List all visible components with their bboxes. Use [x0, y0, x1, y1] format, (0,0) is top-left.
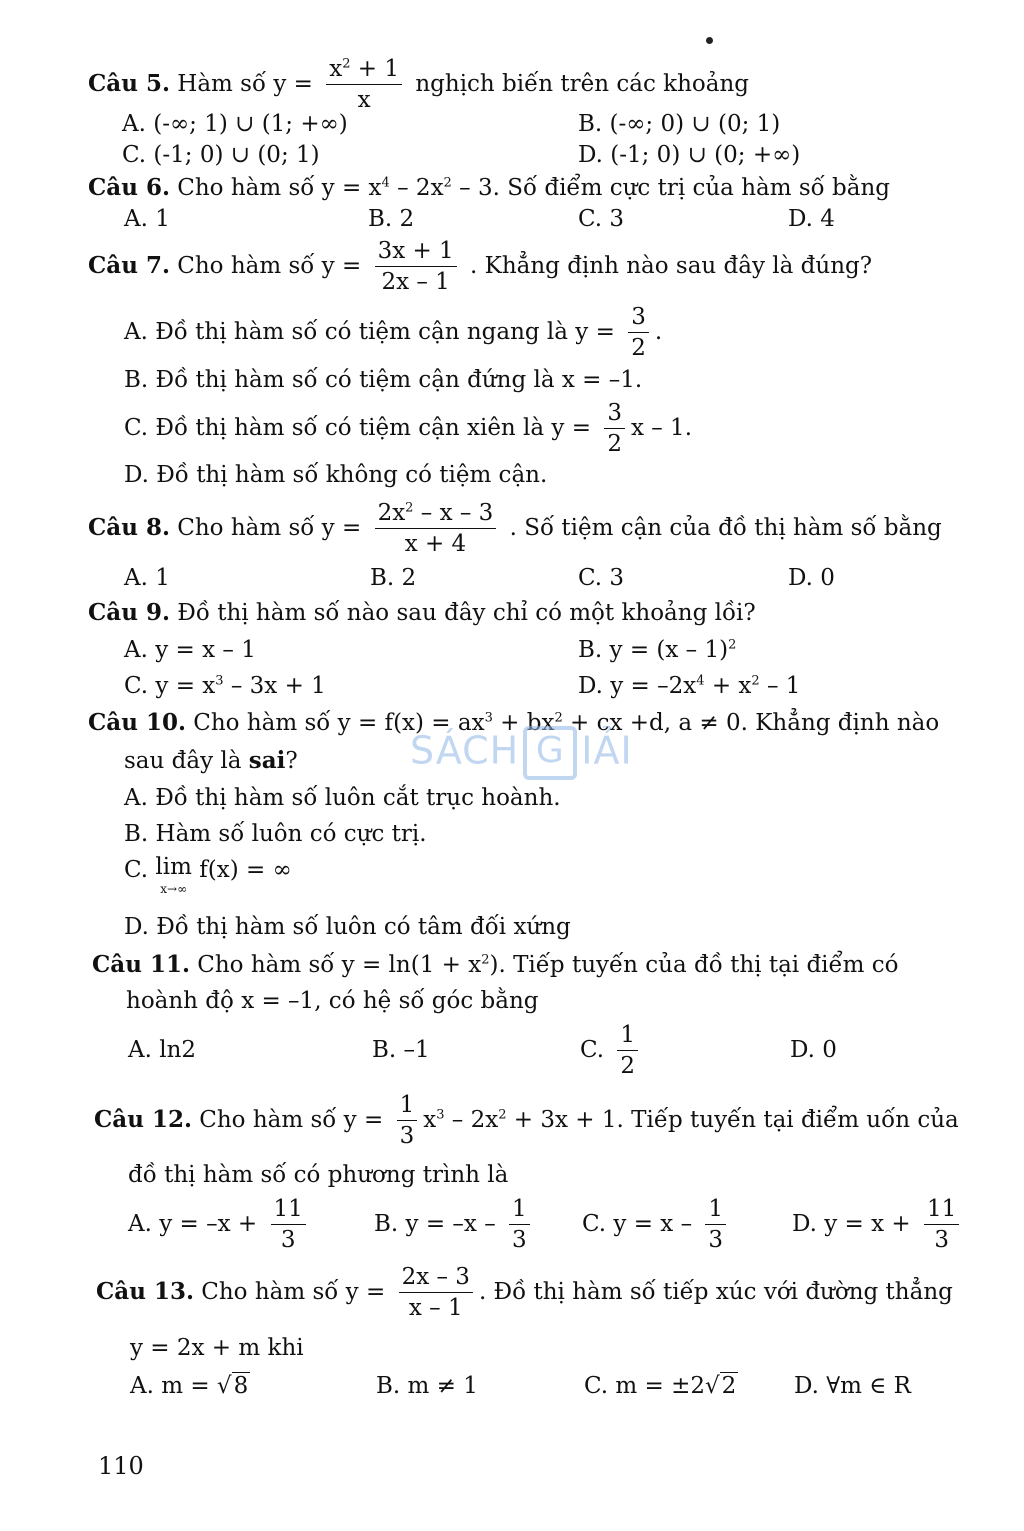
- q5-option-b: B. (-∞; 0) ∪ (0; 1): [578, 111, 781, 137]
- q12-a-pre: A. y = –x +: [128, 1210, 258, 1237]
- q12-d-den: 3: [934, 1227, 949, 1254]
- q7-a-pre: A. Đồ thị hàm số có tiệm cận ngang là y =: [124, 318, 615, 345]
- q7-c-den: 2: [607, 431, 622, 458]
- q9-d-mid: + x: [704, 673, 752, 699]
- q5-stem-pre: Hàm số y =: [177, 70, 313, 97]
- q8-option-b: B. 2: [370, 565, 417, 591]
- q13-a-rad: 8: [233, 1373, 249, 1399]
- q9-option-c: [124, 672, 326, 700]
- watermark-box: G: [523, 726, 577, 780]
- q11-stem-a: Cho hàm số y = ln(1 + x: [197, 952, 482, 978]
- q12-c-den: 3: [708, 1227, 724, 1254]
- q13-stem: [96, 1264, 953, 1322]
- q12-a-fraction: [271, 1196, 306, 1254]
- q13-option-d: D. ∀m ∈ R: [794, 1373, 911, 1399]
- q13-option-b: B. m ≠ 1: [376, 1373, 478, 1399]
- q6-option-b: B. 2: [368, 206, 415, 232]
- q11-c-pre: C.: [580, 1036, 605, 1063]
- q11-option-a: A. ln2: [128, 1037, 197, 1063]
- q10-sup3: 3: [484, 710, 493, 726]
- q9-option-b: [578, 636, 736, 664]
- q10-stem-line2: [124, 747, 298, 775]
- q13-c-rad: 2: [721, 1373, 737, 1399]
- q7-den: 2x – 1: [381, 269, 450, 296]
- q10-sup2: 2: [554, 710, 563, 726]
- q8-num-sup: 2: [405, 500, 414, 516]
- q10-stem-c: + cx +d, a ≠ 0. Khẳng định nào: [562, 710, 940, 736]
- q10-option-d: D. Đồ thị hàm số luôn có tâm đối xứng: [124, 914, 571, 940]
- q10-option-c: [124, 856, 292, 895]
- q7-stem-pre: Cho hàm số y =: [177, 252, 362, 279]
- q12-b-den: 3: [512, 1227, 527, 1254]
- q11-label: Câu 11.: [92, 951, 190, 978]
- q6-option-c: C. 3: [578, 206, 625, 232]
- q7-c-fraction: [604, 400, 625, 458]
- q10-stem-a: Cho hàm số y = f(x) = ax: [193, 710, 485, 736]
- q8-label: Câu 8.: [88, 513, 170, 541]
- q6-stem-post: – 3. Số điểm cực trị của hàm số bằng: [451, 175, 891, 201]
- q7-a-den: 2: [631, 335, 646, 362]
- q13-a-pre: A. m =: [130, 1373, 210, 1399]
- q10-lim: lim: [155, 854, 192, 880]
- q6-option-d: D. 4: [788, 206, 835, 232]
- q8-fraction: [375, 500, 497, 558]
- q11-c-fraction: [617, 1022, 638, 1080]
- q7-fraction: [375, 238, 457, 296]
- q8-num-b: – x – 3: [413, 500, 494, 526]
- q5-option-c: C. (-1; 0) ∪ (0; 1): [122, 142, 320, 168]
- q9-d-pre: D. y = –2x: [578, 673, 697, 699]
- q12-stem-line2: đồ thị hàm số có phương trình là: [128, 1162, 509, 1188]
- q11-option-b: B. –1: [372, 1037, 430, 1063]
- q13-c-pre: C. m = ±2: [584, 1373, 706, 1399]
- q5-num: x: [329, 56, 343, 82]
- q7-option-a: [124, 304, 662, 362]
- q13-option-c: C. m = ±2√2: [584, 1373, 737, 1399]
- q7-c-pre: C. Đồ thị hàm số có tiệm cận xiên là y =: [124, 414, 592, 441]
- q9-c-post: – 3x + 1: [223, 673, 326, 699]
- q12-c-fraction: [705, 1196, 726, 1254]
- q13-fraction: [399, 1264, 473, 1322]
- q12-b-num: 1: [509, 1196, 530, 1225]
- q12-option-c: [582, 1196, 732, 1254]
- q8-den: x + 4: [404, 531, 467, 558]
- watermark-left: SÁCH: [410, 728, 520, 773]
- q7-option-c: [124, 400, 692, 458]
- q12-option-d: [792, 1196, 965, 1254]
- q10-c-post: f(x) = ∞: [199, 857, 292, 883]
- q10-stem2-pre: sau đây là: [124, 748, 242, 774]
- watermark-right: IẢI: [581, 728, 633, 773]
- q6-sup-4: 4: [381, 175, 390, 191]
- q8-stem: [88, 500, 942, 558]
- q12-stem-c: + 3x + 1. Tiếp tuyến tại điểm uốn của: [506, 1106, 959, 1133]
- q7-stem: [88, 238, 872, 296]
- page-number: 110: [98, 1452, 144, 1480]
- q12-stem-b: – 2x: [444, 1106, 499, 1133]
- q10-stem-b: + bx: [492, 710, 555, 736]
- q5-label: Câu 5.: [88, 69, 170, 97]
- q12-stem-a: x: [423, 1106, 437, 1133]
- q11-option-d: D. 0: [790, 1037, 837, 1063]
- q13-den: x – 1: [408, 1295, 463, 1322]
- q7-label: Câu 7.: [88, 251, 170, 279]
- q10-limit: [155, 856, 192, 895]
- q10-option-b: B. Hàm số luôn có cực trị.: [124, 821, 427, 847]
- q13-stem-line2: y = 2x + m khi: [130, 1335, 304, 1361]
- q7-a-fraction: [628, 304, 649, 362]
- q11-c-num: 1: [617, 1022, 638, 1051]
- q10-stem2-post: ?: [285, 748, 298, 774]
- q9-label: Câu 9.: [88, 599, 170, 626]
- q8-stem-pre: Cho hàm số y =: [177, 514, 362, 541]
- q8-option-a: A. 1: [124, 565, 170, 591]
- q7-c-num: 3: [604, 400, 625, 429]
- q11-sup2: 2: [481, 952, 490, 968]
- q12-den: 3: [399, 1123, 415, 1150]
- q5-fraction: [326, 56, 402, 114]
- q12-option-a: [128, 1196, 312, 1254]
- q13-num: 2x – 3: [399, 1264, 473, 1293]
- q9-c-sup: 3: [215, 673, 224, 689]
- q7-c-post: x – 1.: [630, 414, 693, 441]
- q5-num-sup: 2: [342, 56, 351, 72]
- q9-stem: [88, 599, 756, 627]
- q13-label: Câu 13.: [96, 1277, 194, 1305]
- q13-stem-post: . Đồ thị hàm số tiếp xúc với đường thẳng: [478, 1278, 953, 1305]
- q6-stem-mid: – 2x: [389, 175, 444, 201]
- q5-option-d: D. (-1; 0) ∪ (0; +∞): [578, 142, 801, 168]
- ink-dot: [706, 37, 713, 44]
- q7-stem-post: . Khẳng định nào sau đây là đúng?: [470, 252, 873, 279]
- q12-b-pre: B. y = –x –: [374, 1210, 496, 1237]
- q7-a-post: .: [654, 318, 663, 345]
- q5-stem-post: nghịch biến trên các khoảng: [415, 70, 750, 97]
- q12-a-den: 3: [280, 1227, 296, 1254]
- q8-num-a: 2x: [377, 500, 406, 526]
- q9-option-d: [578, 672, 800, 700]
- q12-stem: [94, 1092, 959, 1150]
- q7-option-b: B. Đồ thị hàm số có tiệm cận đứng là x = –1.: [124, 367, 643, 393]
- q8-option-c: C. 3: [578, 565, 625, 591]
- q13-option-a: A. m = √8: [130, 1373, 249, 1399]
- q13-stem-pre: Cho hàm số y =: [201, 1278, 386, 1305]
- q12-a-num: 11: [271, 1196, 306, 1225]
- q5-den: x: [357, 87, 371, 114]
- q9-d-post: – 1: [759, 673, 801, 699]
- q10-option-a: A. Đồ thị hàm số luôn cắt trục hoành.: [124, 785, 561, 811]
- q12-b-fraction: [509, 1196, 530, 1254]
- q9-b-sup: 2: [728, 637, 737, 653]
- q8-option-d: D. 0: [788, 565, 835, 591]
- q12-d-pre: D. y = x +: [792, 1210, 911, 1237]
- q9-d-sup2: 2: [751, 673, 760, 689]
- q5-stem: [88, 56, 749, 114]
- q6-stem: [88, 174, 890, 202]
- q9-stem-text: Đồ thị hàm số nào sau đây chỉ có một khoảng lồi?: [177, 600, 756, 626]
- q11-stem-b: ). Tiếp tuyến của đồ thị tại điểm có: [489, 952, 899, 978]
- q12-sup2: 2: [498, 1107, 507, 1123]
- q7-option-d: D. Đồ thị hàm số không có tiệm cận.: [124, 462, 548, 488]
- q12-sup3: 3: [436, 1107, 445, 1123]
- q12-d-num: 11: [924, 1196, 959, 1225]
- q11-stem: [92, 951, 899, 979]
- q6-option-a: A. 1: [124, 206, 170, 232]
- q10-lim-sub: x→∞: [160, 882, 188, 896]
- q12-option-b: [374, 1196, 536, 1254]
- q11-option-c: [580, 1022, 644, 1080]
- q12-num: 1: [397, 1092, 418, 1121]
- q12-stem-pre: Cho hàm số y =: [199, 1106, 384, 1133]
- q11-stem-line2: hoành độ x = –1, có hệ số góc bằng: [126, 988, 539, 1014]
- q6-label: Câu 6.: [88, 174, 170, 201]
- q12-c-pre: C. y = x –: [582, 1210, 693, 1237]
- q5-num-tail: + 1: [350, 56, 400, 82]
- q7-a-num: 3: [628, 304, 649, 333]
- q6-stem-a: Cho hàm số y = x: [177, 175, 382, 201]
- q10-label: Câu 10.: [88, 709, 186, 736]
- q5-option-a: A. (-∞; 1) ∪ (1; +∞): [122, 111, 348, 137]
- q9-b-pre: B. y = (x – 1): [578, 637, 729, 663]
- q9-option-a: A. y = x – 1: [124, 637, 256, 663]
- q9-c-pre: C. y = x: [124, 673, 216, 699]
- q8-stem-post: . Số tiệm cận của đồ thị hàm số bằng: [509, 514, 942, 541]
- q12-label: Câu 12.: [94, 1105, 192, 1133]
- q12-d-fraction: [924, 1196, 959, 1254]
- q10-c-pre: C.: [124, 857, 149, 883]
- q6-sup-2: 2: [443, 175, 452, 191]
- watermark: [410, 726, 633, 780]
- q7-num: 3x + 1: [375, 238, 457, 267]
- q9-d-sup4: 4: [696, 673, 705, 689]
- q12-fraction: [397, 1092, 418, 1150]
- q10-stem2-bold: sai: [248, 747, 286, 774]
- q12-c-num: 1: [705, 1196, 726, 1225]
- q11-c-den: 2: [620, 1053, 636, 1080]
